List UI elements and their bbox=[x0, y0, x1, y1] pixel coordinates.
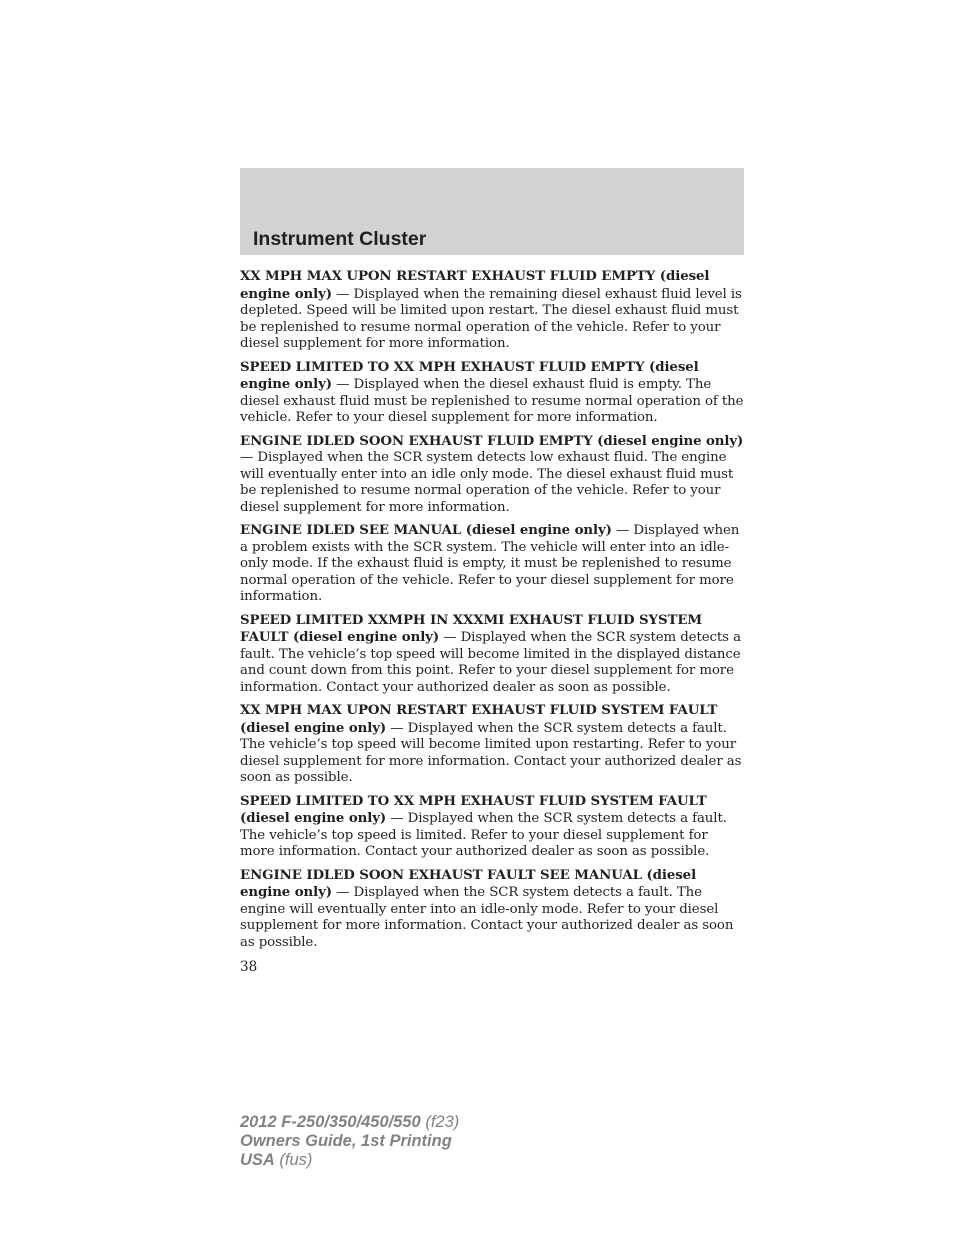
footer-market: USA bbox=[240, 1151, 275, 1169]
document-footer bbox=[240, 1113, 459, 1170]
message-entry bbox=[240, 433, 746, 517]
footer-model-code: (f23) bbox=[420, 1113, 460, 1131]
page-number: 38 bbox=[240, 959, 258, 975]
message-heading: ENGINE IDLED SEE MANUAL (diesel engine only) bbox=[240, 522, 612, 538]
message-description: — Displayed when the SCR system detects a fault. The engine will eventually enter into an idle-only mode. Refer to your diesel supplement for more information. Contact your authorized dealer as soon as possible. bbox=[240, 885, 734, 950]
message-list bbox=[240, 268, 746, 957]
message-heading: ENGINE IDLED SOON EXHAUST FAULT SEE MANUAL (diesel engine only) bbox=[240, 866, 697, 900]
message-heading: SPEED LIMITED TO XX MPH EXHAUST FLUID SYSTEM FAULT (diesel engine only) bbox=[240, 792, 707, 826]
message-description: — Displayed when a problem exists with the SCR system. The vehicle will enter into an idle-only mode. If the exhaust fluid is empty, it must be replenished to resume normal operation of the vehicle. Refer to your diesel supplement for more information. bbox=[240, 523, 740, 604]
message-heading: ENGINE IDLED SOON EXHAUST FLUID EMPTY (diesel engine only) bbox=[240, 432, 744, 449]
section-header-band bbox=[240, 168, 744, 255]
message-heading: SPEED LIMITED TO XX MPH EXHAUST FLUID EMPTY (diesel engine only) bbox=[240, 358, 699, 392]
section-title: Instrument Cluster bbox=[253, 228, 427, 250]
footer-market-code: (fus) bbox=[274, 1151, 313, 1169]
message-heading: XX MPH MAX UPON RESTART EXHAUST FLUID EMPTY (diesel engine only) bbox=[240, 268, 710, 302]
message-entry bbox=[240, 793, 746, 861]
message-description: — Displayed when the SCR system detects a fault. The vehicle’s top speed will become limited in the displayed distance and count down from this point. Refer to your diesel supplement for more information. Contact your authorized dealer as soon as possible. bbox=[240, 630, 741, 695]
message-heading: SPEED LIMITED XXMPH IN XXXMI EXHAUST FLUID SYSTEM FAULT (diesel engine only) bbox=[240, 611, 703, 645]
footer-line-market bbox=[240, 1151, 459, 1170]
message-entry bbox=[240, 522, 746, 606]
message-description: — Displayed when the remaining diesel exhaust fluid level is depleted. Speed will be limited upon restart. The diesel exhaust fluid must be replenished to resume normal operation of the vehicle. Refer to your diesel supplement for more information. bbox=[240, 286, 742, 351]
message-description: — Displayed when the SCR system detects a fault. The vehicle’s top speed is limited. Refer to your diesel supplement for more information. Contact your authorized dealer as soon as possible. bbox=[240, 811, 727, 859]
message-entry bbox=[240, 702, 746, 787]
message-description: — Displayed when the SCR system detects low exhaust fluid. The engine will eventually enter into an idle only mode. The diesel exhaust fluid must be replenished to resume normal operation of the vehicle. Refer to your diesel supplement for more information. bbox=[240, 450, 734, 515]
message-entry bbox=[240, 867, 746, 952]
footer-line-model bbox=[240, 1113, 459, 1132]
message-entry bbox=[240, 612, 746, 697]
message-description: — Displayed when the SCR system detects a fault. The vehicle’s top speed will become limited upon restarting. Refer to your diesel supplement for more information. Contact your authorized dealer as soon as possible. bbox=[240, 720, 742, 785]
footer-edition: Owners Guide, 1st Printing bbox=[240, 1132, 452, 1150]
message-heading: XX MPH MAX UPON RESTART EXHAUST FLUID SYSTEM FAULT (diesel engine only) bbox=[240, 702, 718, 736]
footer-model: 2012 F-250/350/450/550 bbox=[240, 1113, 421, 1131]
message-entry bbox=[240, 268, 746, 353]
message-entry bbox=[240, 359, 746, 427]
message-description: — Displayed when the diesel exhaust fluid is empty. The diesel exhaust fluid must be replenished to resume normal operation of the vehicle. Refer to your diesel supplement for more information. bbox=[240, 377, 744, 425]
